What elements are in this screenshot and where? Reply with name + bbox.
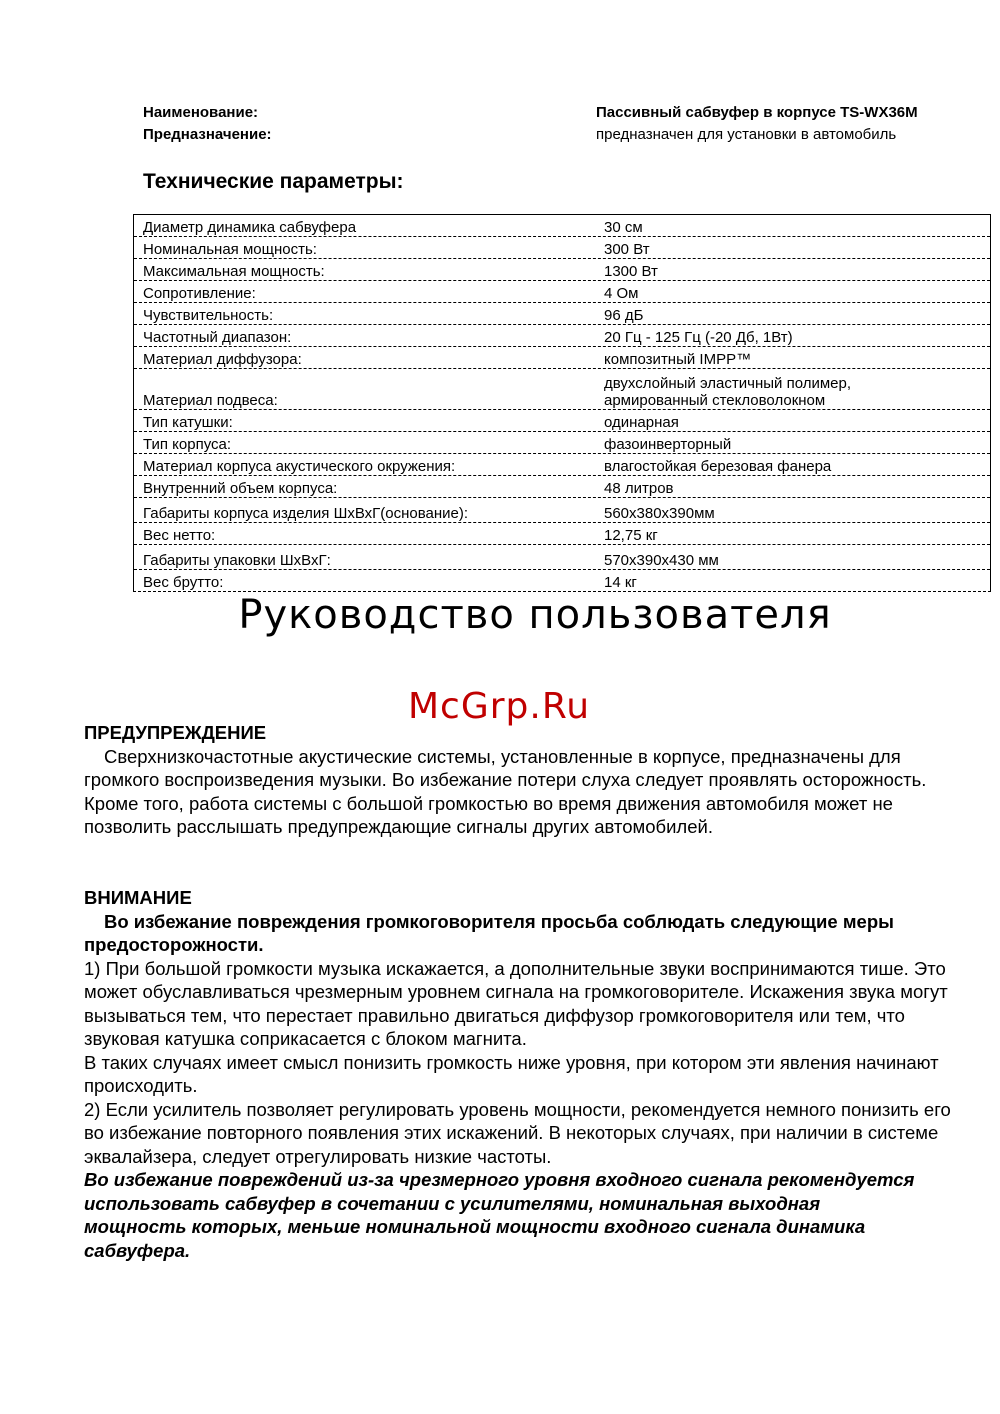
table-row	[134, 259, 990, 281]
spec-value: 30 см	[604, 219, 643, 236]
spec-value: 96 дБ	[604, 307, 644, 324]
table-row	[134, 498, 990, 523]
spec-param: Материал подвеса:	[143, 392, 278, 409]
watermark: McGrp.Ru	[408, 686, 591, 727]
table-row	[134, 476, 990, 498]
spec-value: влагостойкая березовая фанера	[604, 458, 832, 475]
spec-value: 4 Ом	[604, 285, 639, 302]
spec-value: 20 Гц - 125 Гц (-20 Дб, 1Вт)	[604, 329, 793, 346]
spec-param: Внутренний объем корпуса:	[143, 480, 338, 497]
spec-param: Тип катушки:	[143, 414, 233, 431]
table-row	[134, 410, 990, 432]
spec-param: Габариты корпуса изделия ШхВхГ(основание):	[143, 505, 469, 522]
table-row	[134, 303, 990, 325]
spec-value: фазоинверторный	[604, 436, 732, 453]
name-label: Наименование:	[143, 104, 259, 121]
spec-param: Диаметр динамика сабвуфера	[143, 219, 357, 236]
spec-value-line: двухслойный эластичный полимер,	[604, 375, 852, 392]
attention-section	[84, 886, 964, 1262]
spec-value: 48 литров	[604, 480, 674, 497]
spec-param: Тип корпуса:	[143, 436, 232, 453]
attention-intro: Во избежание повреждения громкоговорителя просьба соблюдать следующие меры предосторожности.	[84, 910, 894, 955]
spec-value: одинарная	[604, 414, 679, 431]
table-row	[134, 454, 990, 476]
table-row	[134, 237, 990, 259]
table-row	[134, 215, 990, 237]
table-row	[134, 325, 990, 347]
spec-param: Максимальная мощность:	[143, 263, 325, 280]
spec-param: Сопротивление:	[143, 285, 256, 302]
attention-point-1: 1) При большой громкости музыка искажается, а дополнительные звуки воспринимаются тише. Это может обуславливаться чрезмерным уровнем сигнала на громкоговорителе. Искажения звука могут вызываться тем, что перестает правильно двигаться диффузор громкоговорителя или тем, что звуковая катушка соприкасается с блоком магнита.	[84, 957, 948, 1049]
spec-param: Вес брутто:	[143, 574, 224, 591]
table-row	[134, 432, 990, 454]
name-value: Пассивный сабвуфер в корпусе TS-WX36M	[596, 104, 918, 121]
spec-value: 570х390х430 мм	[604, 552, 719, 569]
spec-param: Частотный диапазон:	[143, 329, 292, 346]
table-row	[134, 281, 990, 303]
warning-heading: ПРЕДУПРЕЖДЕНИЕ	[84, 722, 267, 743]
spec-value: композитный IMPP™	[604, 351, 752, 368]
spec-value: 560х380х390мм	[604, 505, 715, 522]
attention-note-2: мощность которых, меньше номинальной мощности входного сигнала динамика сабвуфера.	[84, 1216, 866, 1261]
attention-point-2: 2) Если усилитель позволяет регулировать уровень мощности, рекомендуется немного понизить его во избежание повторного появления этих искажений. В некоторых случаях, при наличии в системе эквалайзера, следует отрегулировать низкие частоты.	[84, 1098, 951, 1167]
spec-param: Материал диффузора:	[143, 351, 302, 368]
table-row	[134, 347, 990, 369]
spec-value-line: армированный стекловолокном	[604, 392, 826, 409]
tech-params-title: Технические параметры:	[143, 170, 404, 193]
purpose-label: Предназначение:	[143, 126, 272, 143]
table-row	[134, 369, 990, 410]
warning-section	[84, 721, 964, 839]
attention-point-1b: В таких случаях имеет смысл понизить громкость ниже уровня, при котором эти явления начинают происходить.	[84, 1051, 939, 1096]
spec-value: 300 Вт	[604, 241, 650, 258]
attention-note-1: Во избежание повреждений из-за чрезмерного уровня входного сигнала рекомендуется использовать сабвуфер в сочетании с усилителями, номинальная выходная	[84, 1169, 915, 1214]
spec-param: Габариты упаковки ШхВхГ:	[143, 552, 331, 569]
spec-param: Материал корпуса акустического окружения:	[143, 458, 456, 475]
attention-heading: ВНИМАНИЕ	[84, 887, 192, 908]
page-title: Руководство пользователя	[238, 592, 832, 638]
spec-param: Вес нетто:	[143, 527, 216, 544]
spec-value: 14 кг	[604, 574, 637, 591]
spec-value: 12,75 кг	[604, 527, 658, 544]
spec-param: Номинальная мощность:	[143, 241, 317, 258]
spec-value: 1300 Вт	[604, 263, 658, 280]
spec-param: Чувствительность:	[143, 307, 274, 324]
spec-value	[604, 369, 990, 409]
purpose-value: предназначен для установки в автомобиль	[596, 126, 897, 143]
table-row	[134, 545, 990, 570]
spec-table	[133, 214, 991, 592]
table-row	[134, 523, 990, 545]
table-row	[134, 570, 990, 591]
warning-text: Сверхнизкочастотные акустические системы, установленные в корпусе, предназначены для громкого воспроизведения музыки. Во избежание потери слуха следует проявлять осторожность. Кроме того, работа системы с большой громкостью во время движения автомобиля может не позволить расслышать предупреждающие сигналы других автомобилей.	[84, 745, 927, 837]
